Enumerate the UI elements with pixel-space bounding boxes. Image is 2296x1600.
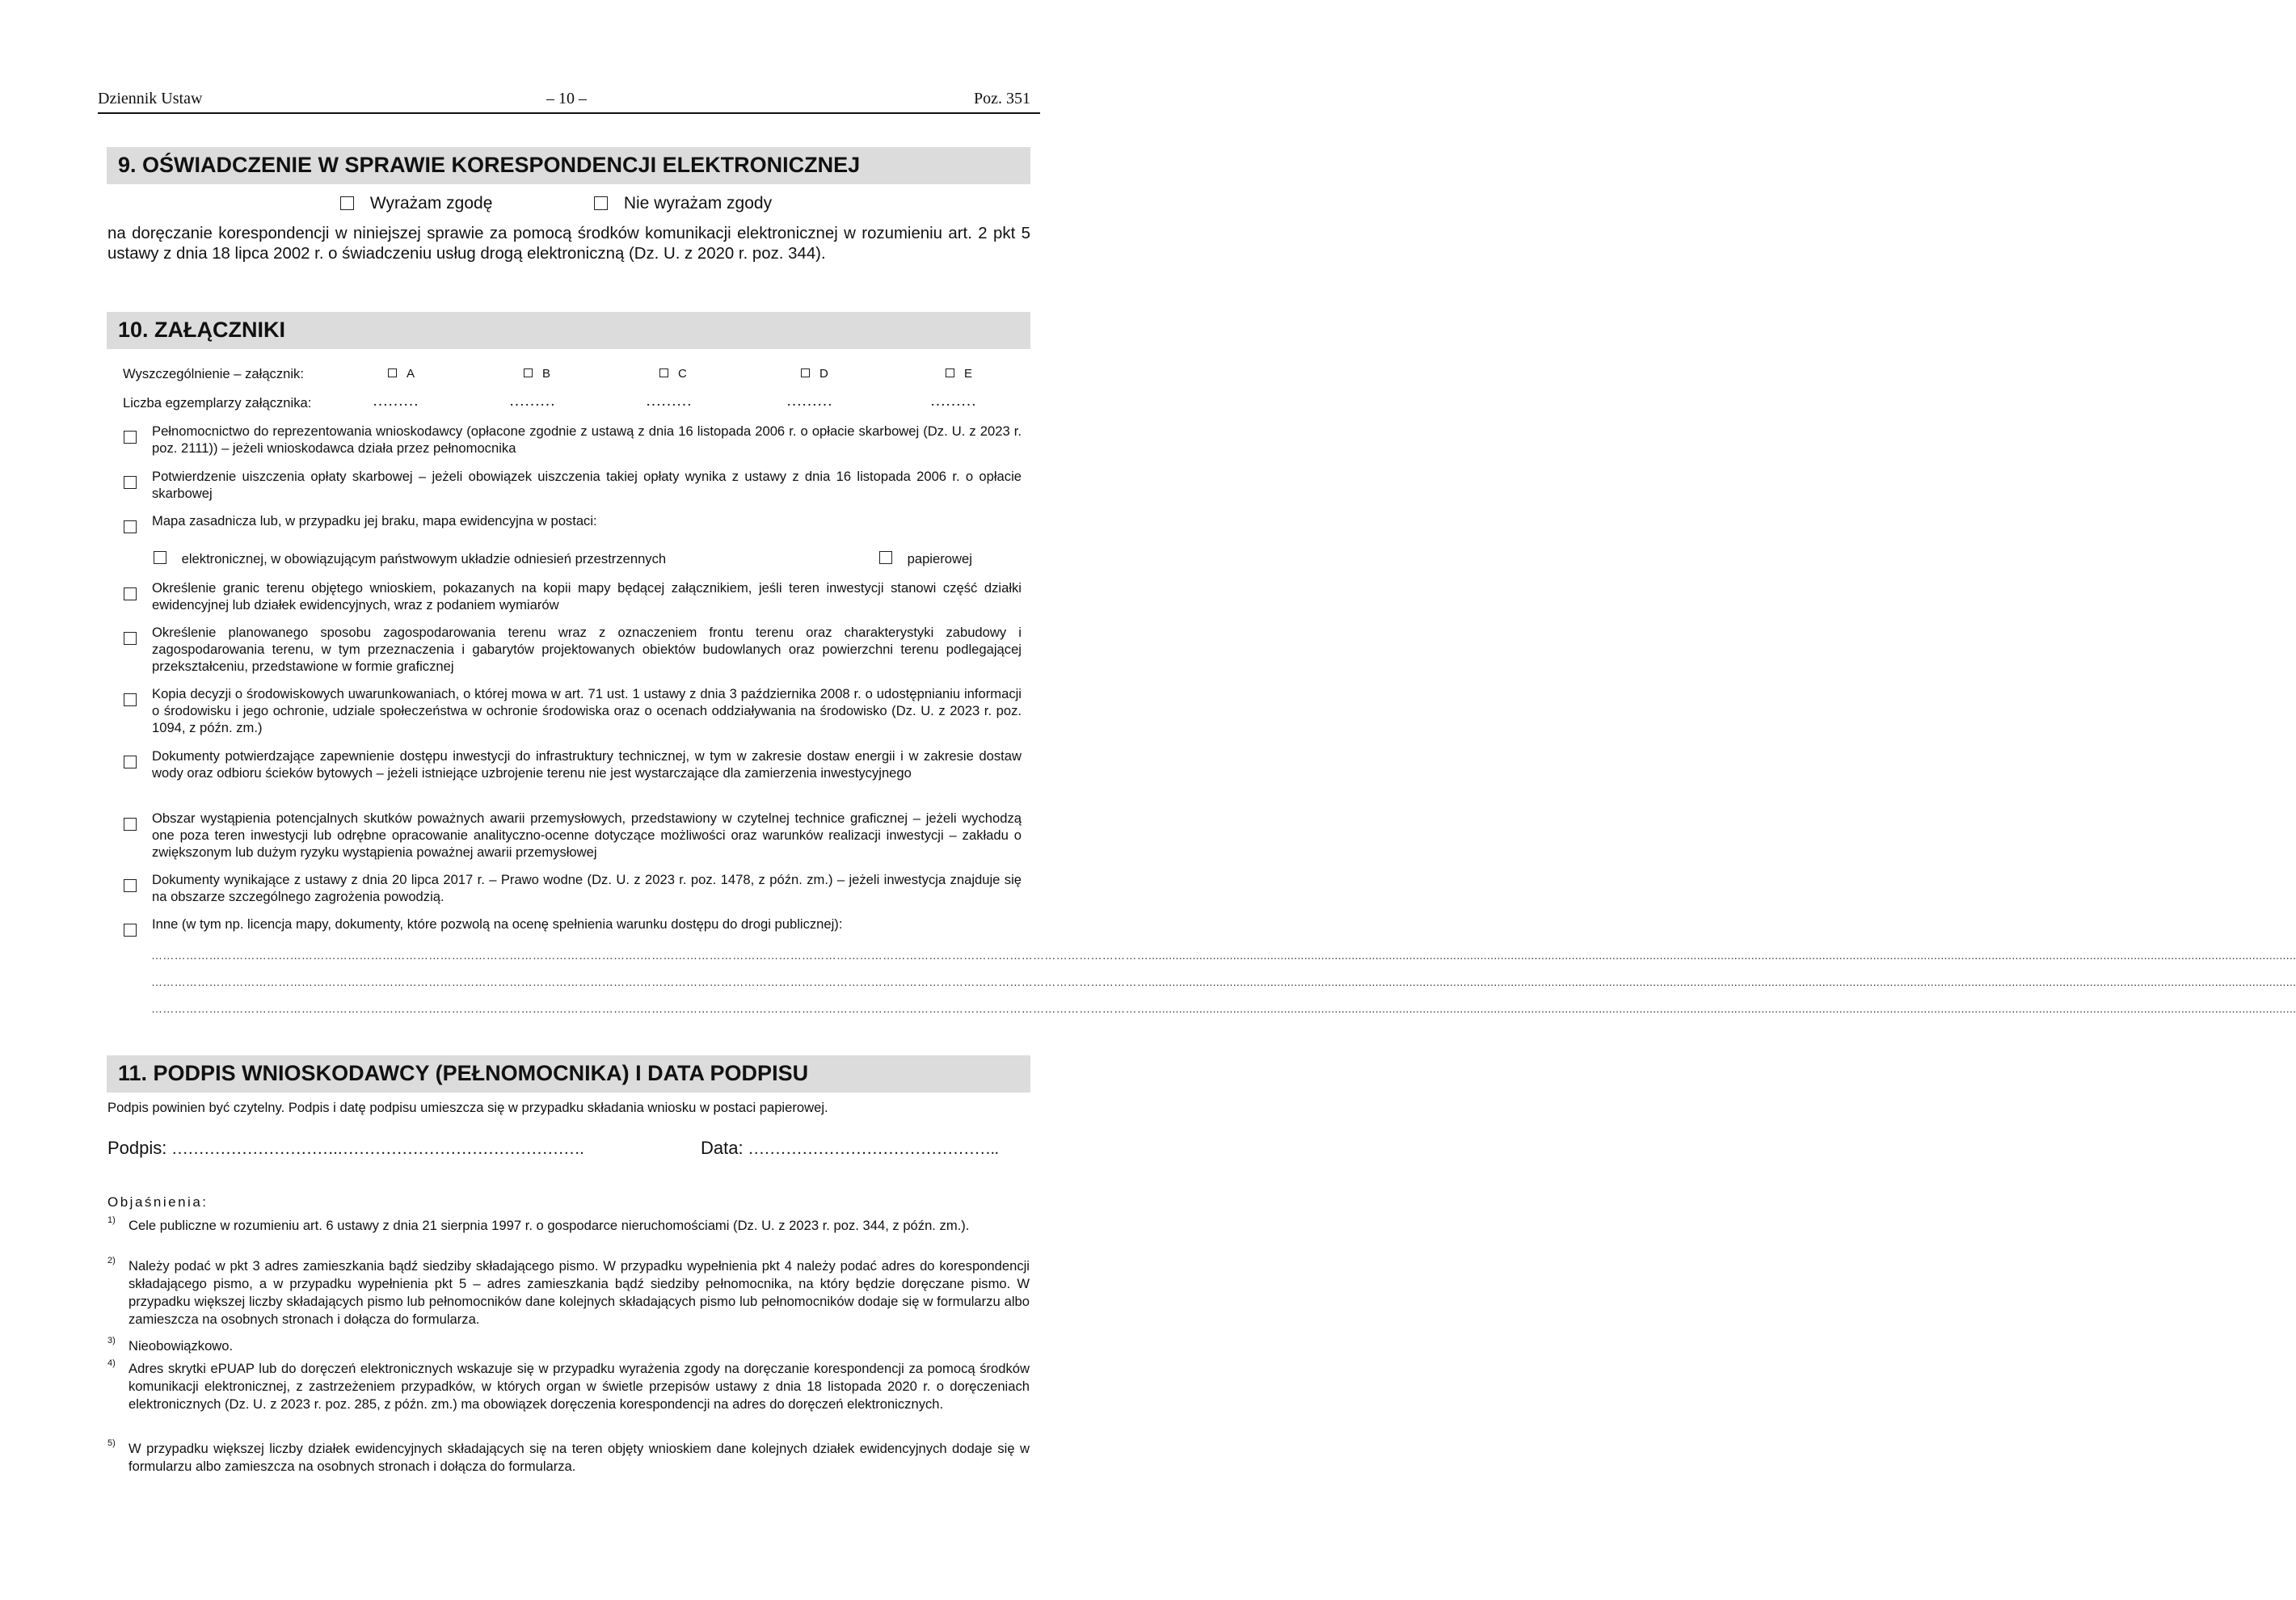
footnote-number: 1) <box>107 1215 116 1225</box>
map-paper-option[interactable] <box>879 551 972 567</box>
attachment-checkbox[interactable] <box>124 818 137 831</box>
attachment-text: Dokumenty wynikające z ustawy z dnia 20 lipca 2017 r. – Prawo wodne (Dz. U. z 2023 r. poz. 1478, z późn. zm.) – jeżeli inwestycja znajduje się na obszarze szczególnego zagrożenia powodzią. <box>152 872 1022 904</box>
footnote-number: 4) <box>107 1358 116 1368</box>
copies-d-field[interactable]: ……… <box>786 393 832 410</box>
attachment-text: Określenie planowanego sposobu zagospodarowania terenu wraz z oznaczeniem frontu terenu oraz charakterystyki zabudowy i zagospodarowania terenu, w tym przeznaczenia i gabarytów projektowanych obiektów budowlanych oraz powierzchni terenu podlegającej przekształceniu, przedstawione w formie graficznej <box>152 625 1022 674</box>
attachment-text: Dokumenty potwierdzające zapewnienie dostępu inwestycji do infrastruktury technicznej, w tym w zakresie dostaw energii i w zakresie dostaw wody oraz odbioru ścieków bytowych – jeżeli istniejące uzbrojenie terenu nie jest wystarczające dla zamierzenia inwestycyjnego <box>152 748 1022 781</box>
attachment-text: Określenie granic terenu objętego wnioskiem, pokazanych na kopii mapy będącej załącznikiem, jeśli teren inwestycji stanowi część działki ewidencyjnej lub działek ewidencyjnych, wraz z podaniem wymiarów <box>152 580 1022 613</box>
date-field[interactable] <box>701 1138 999 1159</box>
footnote-text: Cele publiczne w rozumieniu art. 6 ustawy z dnia 21 sierpnia 1997 r. o gospodarce nieruchomościami (Dz. U. z 2023 r. poz. 344, z późn. zm.). <box>128 1218 970 1233</box>
signature-note: Podpis powinien być czytelny. Podpis i datę podpisu umieszcza się w przypadku składania wniosku w postaci papierowej. <box>107 1100 828 1115</box>
section-10-title: 10. ZAŁĄCZNIKI <box>118 318 286 342</box>
attachment-text: Pełnomocnictwo do reprezentowania wnioskodawcy (opłacone zgodnie z ustawą z dnia 16 listopada 2006 r. o opłacie skarbowej (Dz. U. z 2023 r. poz. 2111)) – jeżeli wnioskodawca działa przez pełnomocnika <box>152 423 1022 456</box>
attachment-text: Obszar wystąpienia potencjalnych skutków poważnych awarii przemysłowych, przedstawiony w czytelnej technice graficznej – jeżeli wychodzą one poza teren inwestycji lub odrębne opracowanie analityczno-ocenne dotyczące możliwości oraz warunków realizacji inwestycji – zakładu o zwiększonym lub dużym ryzyku wystąpienia poważnej awarii przemysłowej <box>152 811 1022 860</box>
attachment-checkbox[interactable] <box>124 520 137 533</box>
signature-label: Podpis: <box>107 1138 167 1158</box>
attachment-e-label: E <box>964 367 973 381</box>
consent-no-label: Nie wyrażam zgody <box>623 194 773 213</box>
consent-no-checkbox[interactable] <box>594 196 608 210</box>
copies-e-field[interactable]: ……… <box>930 393 976 410</box>
attachment-checkbox[interactable] <box>124 587 137 600</box>
footnote-text: Nieobowiązkowo. <box>128 1338 234 1354</box>
footnote-number: 2) <box>107 1256 116 1265</box>
attachment-text: Kopia decyzji o środowiskowych uwarunkowaniach, o której mowa w art. 71 ust. 1 ustawy z dnia 3 października 2008 r. o udostępnianiu informacji o środowisku i jego ochronie, udziale społeczeństwa w ochronie środowiska oraz o ocenach oddziaływania na środowisko (Dz. U. z 2023 r. poz. 1094, z późn. zm.) <box>152 686 1022 735</box>
attachment-checkbox[interactable] <box>124 476 137 489</box>
other-details-line[interactable]: ……………………………………………………………………………………………………………….……………………………………………………………………………………………………………………................................................................................................................................................................................................................................................................................................................................................... <box>151 949 2296 962</box>
attachment-b-checkbox[interactable] <box>524 368 533 377</box>
map-electronic-checkbox[interactable] <box>154 551 166 564</box>
attachment-e-checkbox[interactable] <box>946 368 954 377</box>
attachment-e-option[interactable] <box>946 367 972 381</box>
explanations-title: Objaśnienia: <box>107 1194 209 1210</box>
other-details-line[interactable]: ……………………………………………………………………………………………………………….……………………………………………………………………………………………………………………................................................................................................................................................................................................................................................................................................................................................... <box>151 1002 2296 1015</box>
attachment-c-checkbox[interactable] <box>659 368 668 377</box>
attachment-checkbox[interactable] <box>124 924 137 937</box>
date-input[interactable]: ……………………………………….. <box>748 1140 999 1158</box>
attachment-a-label: A <box>407 367 415 381</box>
attachment-checkbox[interactable] <box>124 693 137 706</box>
signature-field[interactable] <box>107 1138 584 1159</box>
attachment-checkbox[interactable] <box>124 431 137 444</box>
attachment-checkbox[interactable] <box>124 632 137 645</box>
copies-b-field[interactable]: ……… <box>509 393 555 410</box>
footnote-text: Należy podać w pkt 3 adres zamieszkania bądź siedziby składającego pismo. W przypadku wypełnienia pkt 4 należy podać adres do korespondencji składającego pismo, a w przypadku wypełnienia pkt 5 – adres zamieszkania bądź siedziby pełnomocnika, na który będzie doręczane pismo. W przypadku większej liczby składających pismo lub pełnomocników dane kolejnych składających pismo lub pełnomocników dodaje się w formularzu albo zamieszcza na osobnych stronach i dołącza do formularza. <box>128 1258 1030 1327</box>
attachment-b-label: B <box>542 367 551 381</box>
position-number: Poz. 351 <box>974 90 1030 107</box>
attachment-d-option[interactable] <box>801 367 828 381</box>
consent-yes-checkbox[interactable] <box>340 196 354 210</box>
attachment-d-checkbox[interactable] <box>801 368 810 377</box>
date-label: Data: <box>701 1138 744 1158</box>
copies-c-field[interactable]: ……… <box>646 393 692 410</box>
footnote-text: W przypadku większej liczby działek ewidencyjnych składających się na teren objęty wnioskiem dane kolejnych działek ewidencyjnych dodaje się w formularzu albo zamieszcza na osobnych stronach i dołącza do formularza. <box>128 1441 1030 1474</box>
consent-statement: na doręczanie korespondencji w niniejszej sprawie za pomocą środków komunikacji elektronicznej w rozumieniu art. 2 pkt 5 ustawy z dnia 18 lipca 2002 r. o świadczeniu usług drogą elektroniczną (Dz. U. z 2020 r. poz. 344). <box>107 225 1030 263</box>
map-paper-label: papierowej <box>907 551 972 566</box>
footnote-number: 3) <box>107 1336 116 1345</box>
section-11-title: 11. PODPIS WNIOSKODAWCY (PEŁNOMOCNIKA) I DATA PODPISU <box>118 1061 809 1085</box>
attachment-d-label: D <box>819 367 828 381</box>
attachment-spec-label: Wyszczególnienie – załącznik: <box>123 366 304 381</box>
attachment-a-option[interactable] <box>388 367 415 381</box>
map-electronic-option[interactable] <box>154 551 666 567</box>
attachment-copies-label: Liczba egzemplarzy załącznika: <box>123 395 312 411</box>
attachment-text: Inne (w tym np. licencja mapy, dokumenty, które pozwolą na ocenę spełnienia warunku dostępu do drogi publicznej): <box>152 916 843 932</box>
attachment-text: Mapa zasadnicza lub, w przypadku jej braku, mapa ewidencyjna w postaci: <box>152 513 597 528</box>
footnote-number: 5) <box>107 1438 116 1448</box>
attachment-c-option[interactable] <box>659 367 687 381</box>
other-details-line[interactable]: ……………………………………………………………………………………………………………….……………………………………………………………………………………………………………………................................................................................................................................................................................................................................................................................................................................................... <box>151 975 2296 988</box>
attachment-b-option[interactable] <box>524 367 550 381</box>
page-number: – 10 – <box>546 90 587 107</box>
attachment-checkbox[interactable] <box>124 879 137 892</box>
attachment-text: Potwierdzenie uiszczenia opłaty skarbowej – jeżeli obowiązek uiszczenia takiej opłaty wynika z ustawy z dnia 16 listopada 2006 r. o opłacie skarbowej <box>152 469 1022 501</box>
copies-a-field[interactable]: ……… <box>373 393 419 410</box>
attachment-checkbox[interactable] <box>124 756 137 768</box>
attachment-a-checkbox[interactable] <box>388 368 397 377</box>
map-paper-checkbox[interactable] <box>879 551 892 564</box>
map-electronic-label: elektronicznej, w obowiązującym państwowym układzie odniesień przestrzennych <box>181 551 667 566</box>
journal-name: Dziennik Ustaw <box>98 90 203 107</box>
section-9-title: 9. OŚWIADCZENIE W SPRAWIE KORESPONDENCJI ELEKTRONICZNEJ <box>118 153 861 177</box>
consent-yes-label: Wyrażam zgodę <box>369 194 493 213</box>
signature-input[interactable]: ………………………….………………………………………. <box>171 1140 584 1158</box>
consent-yes-option[interactable] <box>340 194 492 213</box>
attachment-c-label: C <box>678 367 687 381</box>
consent-no-option[interactable] <box>594 194 772 213</box>
footnote-text: Adres skrytki ePUAP lub do doręczeń elektronicznych wskazuje się w przypadku wyrażenia zgody na doręczanie korespondencji za pomocą środków komunikacji elektronicznej, z zastrzeżeniem przypadków, w których organ w świetle przepisów ustawy z dnia 18 listopada 2020 r. o doręczeniach elektronicznych (Dz. U. z 2023 r. poz. 285, z późn. zm.) ma obowiązek doręczenia korespondencji na adres do doręczeń elektronicznych. <box>128 1361 1030 1412</box>
header-rule <box>98 112 1040 114</box>
